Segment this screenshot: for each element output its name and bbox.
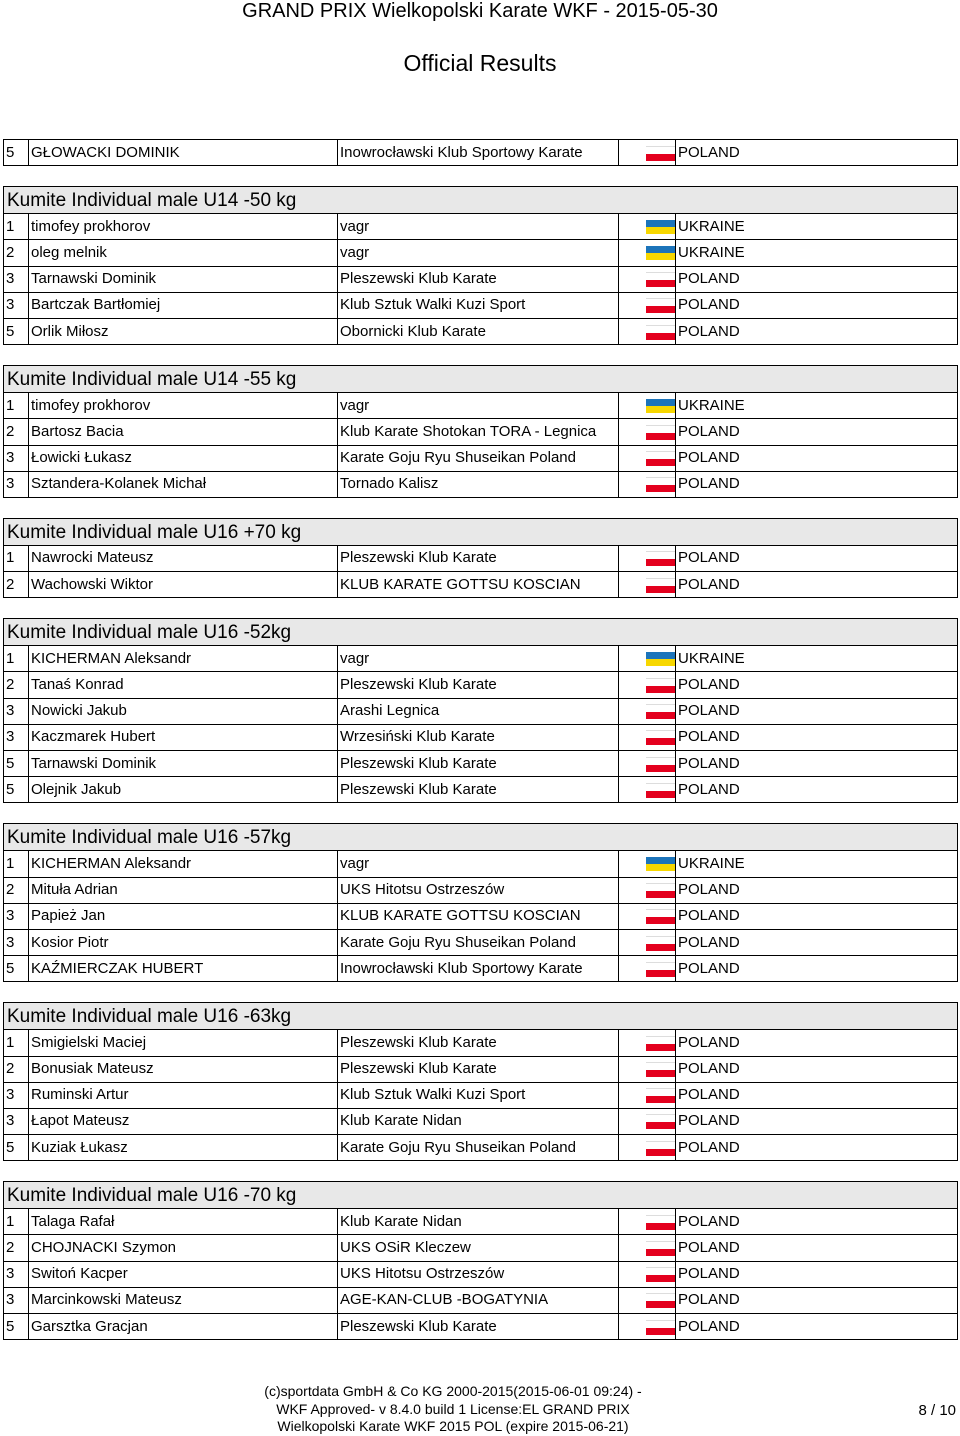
poland-flag-icon [646, 551, 676, 565]
result-row [4, 1261, 958, 1287]
category-title: Kumite Individual male U16 -57kg [3, 823, 958, 850]
athlete-name-cell: KICHERMAN Aleksandr [29, 851, 338, 877]
club-cell: Karate Goju Ryu Shuseikan Poland [338, 1135, 619, 1161]
country-cell: UKRAINE [676, 851, 958, 877]
club-cell: Klub Karate Nidan [338, 1108, 619, 1134]
category-title: Kumite Individual male U16 +70 kg [3, 518, 958, 545]
club-cell: Klub Sztuk Walki Kuzi Sport [338, 292, 619, 318]
club-cell: Karate Goju Ryu Shuseikan Poland [338, 929, 619, 955]
result-row [4, 471, 958, 497]
athlete-name-cell: Olejnik Jakub [29, 777, 338, 803]
place-cell: 5 [4, 1314, 29, 1340]
country-cell: POLAND [676, 572, 958, 598]
club-cell: Pleszewski Klub Karate [338, 777, 619, 803]
flag-cell [619, 1135, 676, 1161]
club-cell: vagr [338, 240, 619, 266]
country-cell: POLAND [676, 1209, 958, 1235]
poland-flag-icon [646, 704, 676, 718]
result-row [4, 292, 958, 318]
country-cell: POLAND [676, 751, 958, 777]
poland-flag-icon [646, 1036, 676, 1050]
flag-cell [619, 929, 676, 955]
athlete-name-cell: KICHERMAN Aleksandr [29, 646, 338, 672]
place-cell: 1 [4, 1209, 29, 1235]
poland-flag-icon [646, 451, 676, 465]
country-cell: POLAND [676, 471, 958, 497]
results-table [3, 213, 958, 345]
club-cell: Klub Karate Nidan [338, 1209, 619, 1235]
club-cell: Klub Sztuk Walki Kuzi Sport [338, 1082, 619, 1108]
place-cell: 2 [4, 672, 29, 698]
country-cell: UKRAINE [676, 646, 958, 672]
footer-line-1: (c)sportdata GmbH & Co KG 2000-2015(2015-06-01 09:24) - [264, 1383, 642, 1399]
athlete-name-cell: Talaga Rafał [29, 1209, 338, 1235]
poland-flag-icon [646, 783, 676, 797]
category-title: Kumite Individual male U14 -55 kg [3, 365, 958, 392]
flag-cell [619, 1082, 676, 1108]
club-cell: Klub Karate Shotokan TORA - Legnica [338, 419, 619, 445]
flag-cell [619, 572, 676, 598]
poland-flag-icon [646, 298, 676, 312]
flag-cell [619, 292, 676, 318]
result-row [4, 140, 958, 166]
results-table [3, 1029, 958, 1161]
poland-flag-icon [646, 477, 676, 491]
place-cell: 2 [4, 877, 29, 903]
flag-cell [619, 545, 676, 571]
result-row [4, 393, 958, 419]
result-row [4, 903, 958, 929]
club-cell: vagr [338, 214, 619, 240]
country-cell: POLAND [676, 672, 958, 698]
athlete-name-cell: GŁOWACKI DOMINIK [29, 140, 338, 166]
flag-cell [619, 1287, 676, 1313]
athlete-name-cell: Kaczmarek Hubert [29, 724, 338, 750]
flag-cell [619, 214, 676, 240]
results-table [3, 645, 958, 803]
country-cell: POLAND [676, 445, 958, 471]
poland-flag-icon [646, 578, 676, 592]
country-cell: POLAND [676, 1135, 958, 1161]
result-row [4, 545, 958, 571]
club-cell: Pleszewski Klub Karate [338, 545, 619, 571]
page-number: 8 / 10 [918, 1402, 956, 1419]
footer-line-2: WKF Approved- v 8.4.0 build 1 License:EL GRAND PRIX [276, 1400, 630, 1417]
flag-cell [619, 1030, 676, 1056]
result-row [4, 1030, 958, 1056]
country-cell: POLAND [676, 877, 958, 903]
athlete-name-cell: Bartosz Bacia [29, 419, 338, 445]
club-cell: Pleszewski Klub Karate [338, 1030, 619, 1056]
place-cell: 3 [4, 445, 29, 471]
country-cell: POLAND [676, 1030, 958, 1056]
result-row [4, 419, 958, 445]
result-row [4, 1209, 958, 1235]
club-cell: Karate Goju Ryu Shuseikan Poland [338, 445, 619, 471]
page-title: GRAND PRIX Wielkopolski Karate WKF - 2015-05-30 [242, 0, 718, 22]
athlete-name-cell: timofey prokhorov [29, 393, 338, 419]
result-row [4, 1056, 958, 1082]
athlete-name-cell: CHOJNACKI Szymon [29, 1235, 338, 1261]
category-block [3, 1002, 958, 1161]
place-cell: 1 [4, 1030, 29, 1056]
country-cell: POLAND [676, 1082, 958, 1108]
country-cell: POLAND [676, 1261, 958, 1287]
poland-flag-icon [646, 730, 676, 744]
country-cell: POLAND [676, 724, 958, 750]
place-cell: 2 [4, 419, 29, 445]
athlete-name-cell: Orlik Miłosz [29, 318, 338, 344]
athlete-name-cell: Bonusiak Mateusz [29, 1056, 338, 1082]
results-content [3, 139, 958, 1360]
poland-flag-icon [646, 1114, 676, 1128]
place-cell: 3 [4, 471, 29, 497]
place-cell: 3 [4, 903, 29, 929]
athlete-name-cell: Switoń Kacper [29, 1261, 338, 1287]
flag-cell [619, 419, 676, 445]
result-row [4, 698, 958, 724]
athlete-name-cell: Nowicki Jakub [29, 698, 338, 724]
footer-line-3: Wielkopolski Karate WKF 2015 POL (expire 2015-06-21) [277, 1418, 629, 1434]
poland-flag-icon [646, 1267, 676, 1281]
category-title: Kumite Individual male U14 -50 kg [3, 186, 958, 213]
athlete-name-cell: Papież Jan [29, 903, 338, 929]
category-block [3, 186, 958, 345]
place-cell: 1 [4, 393, 29, 419]
athlete-name-cell: Tarnawski Dominik [29, 751, 338, 777]
flag-cell [619, 1235, 676, 1261]
ukraine-flag-icon [646, 246, 676, 260]
poland-flag-icon [646, 425, 676, 439]
result-row [4, 877, 958, 903]
athlete-name-cell: Ruminski Artur [29, 1082, 338, 1108]
athlete-name-cell: Tarnawski Dominik [29, 266, 338, 292]
poland-flag-icon [646, 1141, 676, 1155]
category-title: Kumite Individual male U16 -70 kg [3, 1181, 958, 1208]
athlete-name-cell: Kuziak Łukasz [29, 1135, 338, 1161]
ukraine-flag-icon [646, 857, 676, 871]
result-row [4, 318, 958, 344]
flag-cell [619, 266, 676, 292]
result-row [4, 214, 958, 240]
ukraine-flag-icon [646, 652, 676, 666]
flag-cell [619, 1314, 676, 1340]
athlete-name-cell: Garsztka Gracjan [29, 1314, 338, 1340]
result-row [4, 1135, 958, 1161]
flag-cell [619, 903, 676, 929]
athlete-name-cell: KAŹMIERCZAK HUBERT [29, 956, 338, 982]
club-cell: Wrzesiński Klub Karate [338, 724, 619, 750]
flag-cell [619, 240, 676, 266]
result-row [4, 672, 958, 698]
place-cell: 1 [4, 851, 29, 877]
place-cell: 2 [4, 572, 29, 598]
category-block [3, 1181, 958, 1340]
results-table [3, 545, 958, 598]
poland-flag-icon [646, 962, 676, 976]
place-cell: 3 [4, 1287, 29, 1313]
flag-cell [619, 1108, 676, 1134]
athlete-name-cell: Łapot Mateusz [29, 1108, 338, 1134]
result-row [4, 724, 958, 750]
place-cell: 3 [4, 292, 29, 318]
place-cell: 5 [4, 956, 29, 982]
result-row [4, 1082, 958, 1108]
country-cell: UKRAINE [676, 214, 958, 240]
club-cell: Inowrocławski Klub Sportowy Karate [338, 956, 619, 982]
club-cell: AGE-KAN-CLUB -BOGATYNIA [338, 1287, 619, 1313]
country-cell: POLAND [676, 266, 958, 292]
country-cell: POLAND [676, 318, 958, 344]
flag-cell [619, 698, 676, 724]
country-cell: POLAND [676, 1056, 958, 1082]
place-cell: 5 [4, 140, 29, 166]
club-cell: Inowrocławski Klub Sportowy Karate [338, 140, 619, 166]
result-row [4, 1314, 958, 1340]
place-cell: 3 [4, 1082, 29, 1108]
athlete-name-cell: Wachowski Wiktor [29, 572, 338, 598]
place-cell: 3 [4, 1261, 29, 1287]
country-cell: POLAND [676, 929, 958, 955]
poland-flag-icon [646, 1215, 676, 1229]
category-title: Kumite Individual male U16 -52kg [3, 618, 958, 645]
poland-flag-icon [646, 1062, 676, 1076]
flag-cell [619, 393, 676, 419]
club-cell: vagr [338, 393, 619, 419]
country-cell: POLAND [676, 545, 958, 571]
club-cell: UKS Hitotsu Ostrzeszów [338, 1261, 619, 1287]
continued-results [3, 139, 958, 166]
flag-cell [619, 471, 676, 497]
category-block [3, 823, 958, 982]
flag-cell [619, 751, 676, 777]
flag-cell [619, 724, 676, 750]
poland-flag-icon [646, 1241, 676, 1255]
place-cell: 5 [4, 1135, 29, 1161]
club-cell: Pleszewski Klub Karate [338, 672, 619, 698]
place-cell: 5 [4, 751, 29, 777]
country-cell: POLAND [676, 419, 958, 445]
club-cell: KLUB KARATE GOTTSU KOSCIAN [338, 572, 619, 598]
result-row [4, 1235, 958, 1261]
athlete-name-cell: Marcinkowski Mateusz [29, 1287, 338, 1313]
result-row [4, 572, 958, 598]
club-cell: KLUB KARATE GOTTSU KOSCIAN [338, 903, 619, 929]
place-cell: 3 [4, 929, 29, 955]
country-cell: UKRAINE [676, 240, 958, 266]
flag-cell [619, 777, 676, 803]
result-row [4, 240, 958, 266]
country-cell: POLAND [676, 1108, 958, 1134]
country-cell: POLAND [676, 903, 958, 929]
place-cell: 2 [4, 1056, 29, 1082]
flag-cell [619, 956, 676, 982]
place-cell: 3 [4, 266, 29, 292]
poland-flag-icon [646, 936, 676, 950]
result-row [4, 646, 958, 672]
athlete-name-cell: Łowicki Łukasz [29, 445, 338, 471]
country-cell: POLAND [676, 1287, 958, 1313]
ukraine-flag-icon [646, 220, 676, 234]
ukraine-flag-icon [646, 399, 676, 413]
club-cell: UKS Hitotsu Ostrzeszów [338, 877, 619, 903]
place-cell: 1 [4, 545, 29, 571]
athlete-name-cell: Nawrocki Mateusz [29, 545, 338, 571]
poland-flag-icon [646, 909, 676, 923]
country-cell: POLAND [676, 1314, 958, 1340]
place-cell: 3 [4, 724, 29, 750]
flag-cell [619, 646, 676, 672]
flag-cell [619, 318, 676, 344]
athlete-name-cell: Sztandera-Kolanek Michał [29, 471, 338, 497]
athlete-name-cell: Kosior Piotr [29, 929, 338, 955]
flag-cell [619, 1209, 676, 1235]
athlete-name-cell: Tanaś Konrad [29, 672, 338, 698]
flag-cell [619, 1261, 676, 1287]
footer [228, 1383, 678, 1436]
country-cell: POLAND [676, 698, 958, 724]
country-cell: POLAND [676, 777, 958, 803]
athlete-name-cell: Bartczak Bartłomiej [29, 292, 338, 318]
results-table [3, 1208, 958, 1340]
poland-flag-icon [646, 325, 676, 339]
athlete-name-cell: oleg melnik [29, 240, 338, 266]
results-table [3, 392, 958, 498]
poland-flag-icon [646, 678, 676, 692]
club-cell: Tornado Kalisz [338, 471, 619, 497]
poland-flag-icon [646, 883, 676, 897]
athlete-name-cell: timofey prokhorov [29, 214, 338, 240]
place-cell: 5 [4, 777, 29, 803]
result-row [4, 445, 958, 471]
place-cell: 2 [4, 1235, 29, 1261]
flag-cell [619, 445, 676, 471]
club-cell: Arashi Legnica [338, 698, 619, 724]
club-cell: Pleszewski Klub Karate [338, 751, 619, 777]
flag-cell [619, 877, 676, 903]
category-title: Kumite Individual male U16 -63kg [3, 1002, 958, 1029]
poland-flag-icon [646, 1088, 676, 1102]
result-row [4, 777, 958, 803]
poland-flag-icon [646, 1293, 676, 1307]
place-cell: 3 [4, 1108, 29, 1134]
results-table [3, 850, 958, 982]
result-row [4, 929, 958, 955]
country-cell: POLAND [676, 140, 958, 166]
category-block [3, 518, 958, 598]
result-row [4, 956, 958, 982]
poland-flag-icon [646, 757, 676, 771]
poland-flag-icon [646, 1320, 676, 1334]
result-row [4, 266, 958, 292]
flag-cell [619, 851, 676, 877]
place-cell: 2 [4, 240, 29, 266]
result-row [4, 851, 958, 877]
page-subtitle: Official Results [403, 50, 557, 76]
club-cell: vagr [338, 646, 619, 672]
country-cell: POLAND [676, 292, 958, 318]
place-cell: 1 [4, 646, 29, 672]
club-cell: vagr [338, 851, 619, 877]
country-cell: POLAND [676, 956, 958, 982]
poland-flag-icon [646, 146, 676, 160]
result-row [4, 1108, 958, 1134]
result-row [4, 751, 958, 777]
category-block [3, 365, 958, 498]
results-table [3, 139, 958, 166]
place-cell: 1 [4, 214, 29, 240]
place-cell: 3 [4, 698, 29, 724]
club-cell: Obornicki Klub Karate [338, 318, 619, 344]
flag-cell [619, 140, 676, 166]
club-cell: Pleszewski Klub Karate [338, 266, 619, 292]
club-cell: Pleszewski Klub Karate [338, 1314, 619, 1340]
flag-cell [619, 1056, 676, 1082]
result-row [4, 1287, 958, 1313]
poland-flag-icon [646, 272, 676, 286]
club-cell: Pleszewski Klub Karate [338, 1056, 619, 1082]
athlete-name-cell: Mituła Adrian [29, 877, 338, 903]
place-cell: 5 [4, 318, 29, 344]
category-block [3, 618, 958, 803]
athlete-name-cell: Smigielski Maciej [29, 1030, 338, 1056]
club-cell: UKS OSiR Kleczew [338, 1235, 619, 1261]
country-cell: POLAND [676, 1235, 958, 1261]
country-cell: UKRAINE [676, 393, 958, 419]
flag-cell [619, 672, 676, 698]
